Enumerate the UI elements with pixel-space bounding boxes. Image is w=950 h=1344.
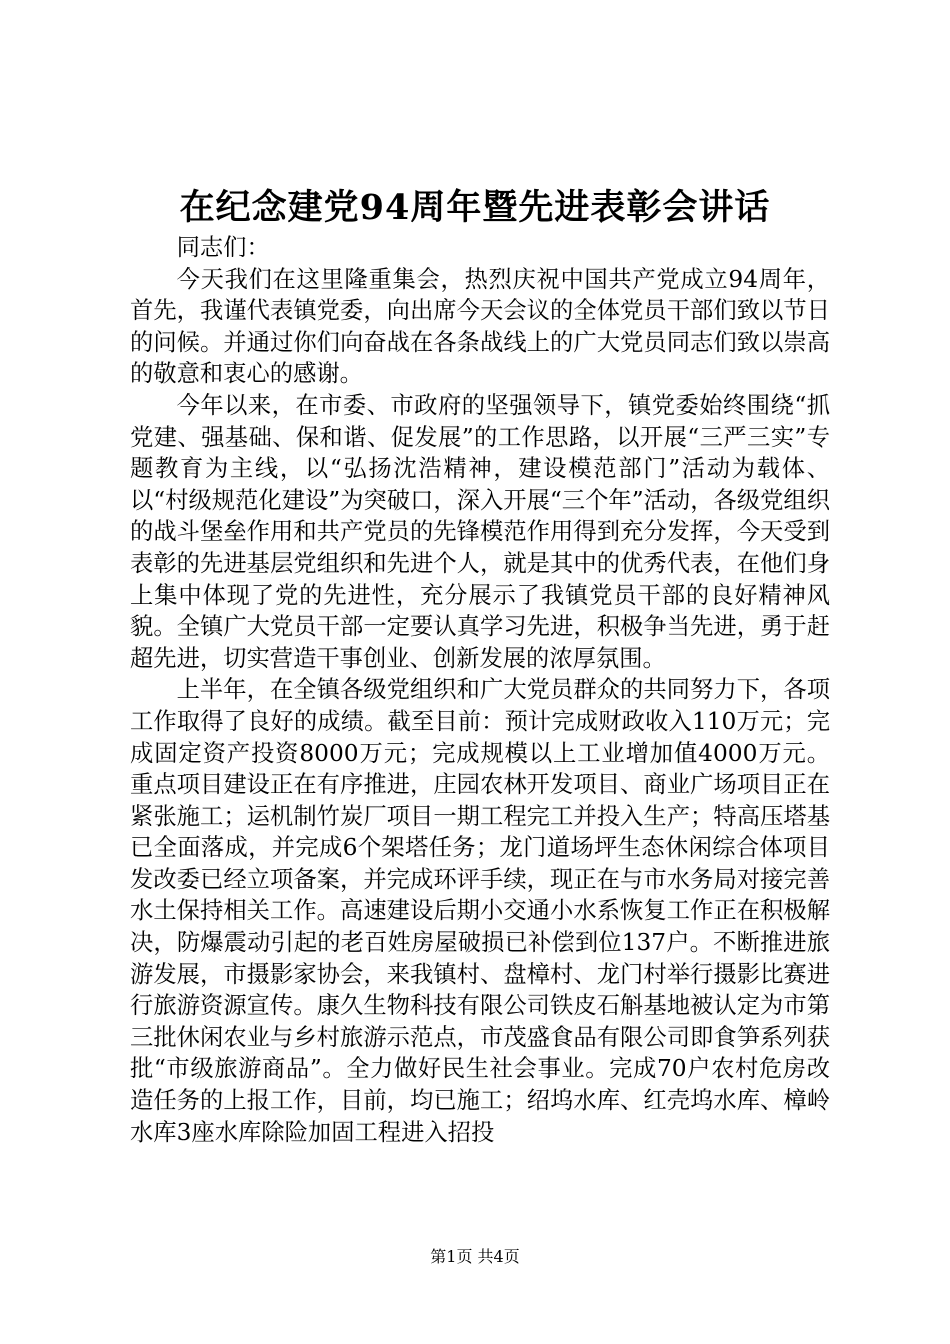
- document-body: [130, 232, 830, 1148]
- document-title: 在纪念建党94周年暨先进表彰会讲话: [179, 187, 771, 228]
- paragraph: 今天我们在这里隆重集会，热烈庆祝中国共产党成立94周年，首先，我谨代表镇党委，向出席今天会议的全体党员干部们致以节日的问候。并通过你们向奋战在各条战线上的广大党员同志们致以崇高的敬意和衷心的感谢。: [130, 265, 830, 388]
- page-number: 第1页 共4页: [430, 1247, 520, 1266]
- paragraph: 今年以来，在市委、市政府的坚强领导下，镇党委始终围绕“抓党建、强基础、保和谐、促发展”的工作思路，以开展“三严三实”专题教育为主线，以“弘扬沈浩精神，建设模范部门”活动为载体、以“村级规范化建设”为突破口，深入开展“三个年”活动，各级党组织的战斗堡垒作用和共产党员的先锋模范作用得到充分发挥，今天受到表彰的先进基层党组织和先进个人，就是其中的优秀代表，在他们身上集中体现了党的先进性，充分展示了我镇党员干部的良好精神风貌。全镇广大党员干部一定要认真学习先进，积极争当先进，勇于赶超先进，切实营造干事创业、创新发展的浓厚氛围。: [130, 391, 830, 672]
- paragraph: 上半年，在全镇各级党组织和广大党员群众的共同努力下，各项工作取得了良好的成绩。截至目前：预计完成财政收入110万元；完成固定资产投资8000万元；完成规模以上工业增加值4000万元。重点项目建设正在有序推进，庄园农林开发项目、商业广场项目正在紧张施工；运机制竹炭厂项目一期工程完工并投入生产；特高压塔基已全面落成，并完成6个架塔任务；龙门道场坪生态休闲综合体项目发改委已经立项备案，并完成环评手续，现正在与市水务局对接完善水土保持相关工作。高速建设后期小交通小水系恢复工作正在积极解决，防爆震动引起的老百姓房屋破损已补偿到位137户。不断推进旅游发展，市摄影家协会，来我镇村、盘樟村、龙门村举行摄影比赛进行旅游资源宣传。康久生物科技有限公司铁皮石斛基地被认定为市第三批休闲农业与乡村旅游示范点，市茂盛食品有限公司即食笋系列获批“市级旅游商品”。全力做好民生社会事业。完成70户农村危房改造任务的上报工作，目前，均已施工；绍坞水库、红壳坞水库、樟岭水库3座水库除险加固工程进入招投: [130, 676, 830, 1146]
- salutation: 同志们：: [176, 234, 270, 261]
